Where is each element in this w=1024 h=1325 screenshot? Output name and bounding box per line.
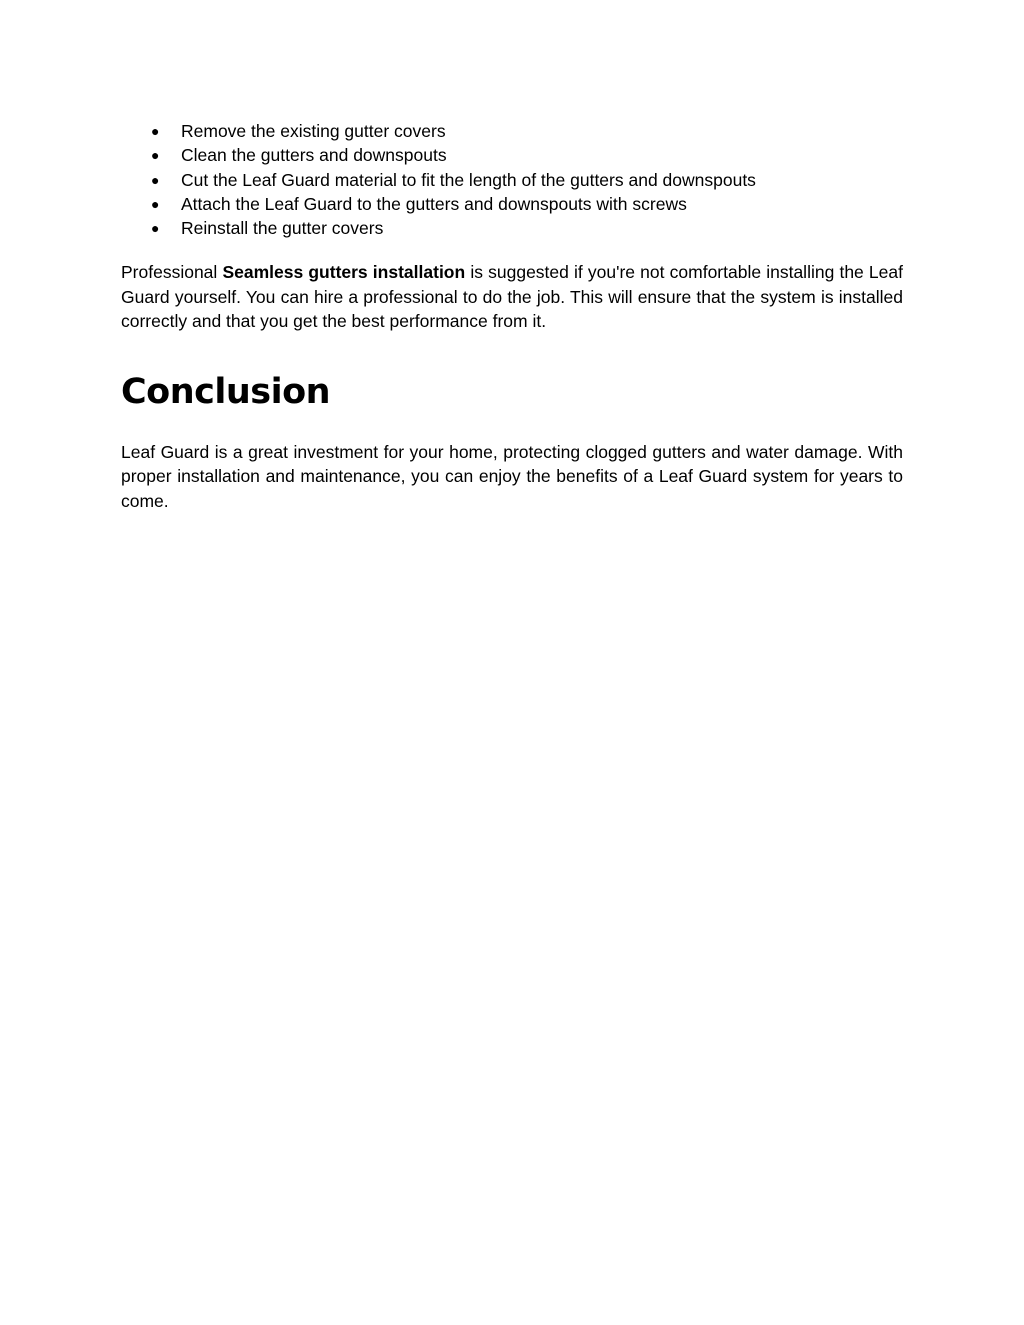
list-item [121, 192, 903, 216]
list-item-text: Cut the Leaf Guard material to fit the length of the gutters and downspouts [181, 169, 756, 190]
list-item [121, 216, 903, 240]
installation-steps-list [121, 119, 903, 240]
paragraph-rest-text: is suggested if you're not comfortable installing the Leaf Guard yourself. You can hire a professional to do the job. This will ensure that the system is installed correctly and that you get the best performance from it. [121, 262, 903, 332]
list-item [121, 143, 903, 167]
list-item-text: Reinstall the gutter covers [181, 218, 384, 239]
bullet-icon: ● [151, 195, 160, 212]
bullet-icon: ● [151, 147, 160, 164]
list-item-text: Remove the existing gutter covers [181, 121, 446, 141]
professional-installation-paragraph [121, 260, 903, 333]
bullet-icon: ● [151, 123, 160, 139]
paragraph-lead-text: Professional [121, 262, 223, 283]
list-item [121, 168, 903, 192]
bullet-icon: ● [151, 171, 160, 188]
bold-keyword: Seamless gutters installation [222, 262, 466, 283]
conclusion-paragraph: Leaf Guard is a great investment for your home, protecting clogged gutters and water damage. With proper installation and maintenance, you can enjoy the benefits of a Leaf Guard system for years to come. [121, 441, 903, 511]
bullet-icon: ● [151, 220, 160, 237]
list-item [121, 119, 903, 143]
conclusion-heading: Conclusion [121, 371, 331, 412]
list-item-text: Clean the gutters and downspouts [181, 145, 447, 166]
document-body [121, 119, 903, 513]
list-item-text: Attach the Leaf Guard to the gutters and downspouts with screws [181, 193, 687, 214]
